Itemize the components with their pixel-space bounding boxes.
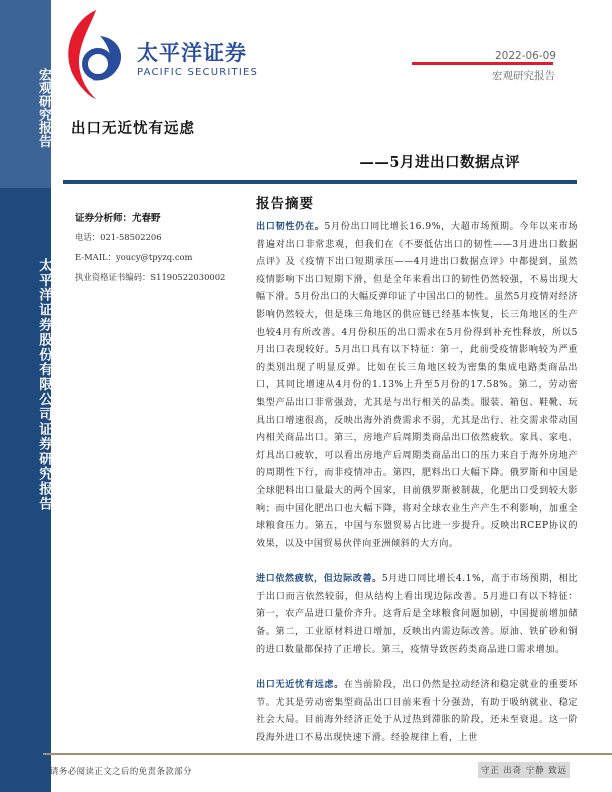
header-red-divider: [412, 62, 553, 65]
footer-sidebar-block: [0, 740, 43, 792]
analyst-info: [75, 210, 250, 291]
summary-heading: 报告摘要: [256, 196, 314, 212]
company-logo: [62, 8, 262, 98]
report-title: 出口无近忧有远虑: [71, 120, 195, 137]
summary-body: [256, 218, 578, 765]
summary-paragraph-exports: [256, 218, 578, 553]
report-date: 2022-06-09: [494, 50, 556, 62]
analyst-license: 执业资格证书编码：S1190522030002: [75, 272, 226, 282]
footer-motto: 守正 出奇 宁静 致远: [478, 762, 570, 778]
sidebar-bottom-band: [0, 188, 51, 792]
sidebar-report-type: 宏观研究报告: [36, 68, 51, 148]
sidebar-company-label: 太平洋证券股份有限公司证券研究报告: [36, 258, 52, 512]
paragraph-text: 5月份出口同比增长16.9%，大超市场预期。今年以来市场普遍对出口非常悲观，但我们在《不要低估出口的韧性——3月进出口数据点评》及《疫情下出口短期承压——4月进出口数据点评》中都提到，虽然疫情影响下出口短期下滑，但是全年来看出口的韧性仍然较强，不易出现大幅下滑。5月份出口的大幅反弹印证了中国出口的韧性。虽然5月疫情对经济影响仍然较大，但是珠三角地区的供应链已经基本恢复，长三角地区的生产也较4月有所改善。4月份积压的出口需求在5月份得到补充性释放，所以5月出口表现较好。5月出口具有以下特征：第一，此前受疫情影响较为严重的类别出现了明显反弹。比如在长三角地区较为密集的集成电路类商品出口，其同比增速从4月份的1.13%上升至5月份的17.58%。第二，劳动密集型产品出口非常强劲，尤其是与出行相关的品类。服装、箱包、鞋靴、玩具出口增速很高，反映出海外消费需求不弱，尤其是出行、社交需求带动国内相关商品出口。第三，房地产后周期类商品出口依然疲软。家具、家电、灯具出口疲软，可以看出房地产后周期类商品出口的压力来自于海外房地产的周期性下行，而非疫情冲击。第四，肥料出口大幅下降。俄罗斯和中国是全球肥料出口量最大的两个国家，目前俄罗斯被制裁，化肥出口受到较大影响；而中国化肥出口也大幅下降，将对全球农业生产产生不利影响，加重全球粮食压力。第五，中国与东盟贸易占比进一步提升。反映出RCEP协议的效果，以及中国贸易伙伴向亚洲倾斜的大方向。: [256, 222, 578, 549]
footer-disclaimer: 请务必阅读正文之后的免责条款部分: [50, 766, 192, 776]
paragraph-lead: 出口韧性仍在。: [256, 221, 325, 232]
logo-name-en: PACIFIC SECURITIES: [137, 67, 259, 78]
analyst-name: 证券分析师：尤春野: [75, 213, 161, 224]
logo-emblem-icon: [62, 8, 132, 100]
analyst-email[interactable]: E-MAIL：youcy@tpyzq.com: [75, 252, 193, 262]
report-category: 宏观研究报告: [492, 70, 555, 82]
paragraph-text: 5月进口同比增长4.1%，高于市场预期，相比于出口而言依然较弱，但从结构上看出现边际改善。5月进口有以下特征：第一，农产品进口量价齐升。这背后是全球粮食问题加剧，中国提前增加储备。第二，工业原材料进口增加，反映出内需边际改善。原油、铁矿砂和铜的进口数量都保持了正增长。第三，疫情导致医药类商品进口需求增加。: [256, 574, 578, 655]
summary-paragraph-imports: [256, 570, 578, 659]
analyst-phone: 电话：021-58502206: [75, 232, 162, 242]
report-subtitle: ——5月进出口数据点评: [359, 154, 520, 171]
footer-divider: [43, 753, 612, 755]
paragraph-lead: 进口依然疲软，但边际改善。: [256, 573, 382, 585]
title-blue-divider: [63, 180, 577, 184]
sidebar-top-band: [0, 0, 51, 188]
paragraph-lead: 出口无近忧有远虑。: [256, 679, 344, 691]
logo-name-cn: 太平洋证券: [137, 41, 247, 65]
paragraph-text: 在当前阶段，出口仍然是拉动经济和稳定就业的重要环节。尤其是劳动密集型商品出口目前来看十分强劲，有助于吸纳就业、稳定社会大局。目前海外经济正处于从过热到滞胀的阶段，还未至衰退。这一阶段海外进口不易出现快速下滑。经验规律上看，上世: [256, 680, 579, 744]
summary-paragraph-outlook: [256, 676, 578, 747]
